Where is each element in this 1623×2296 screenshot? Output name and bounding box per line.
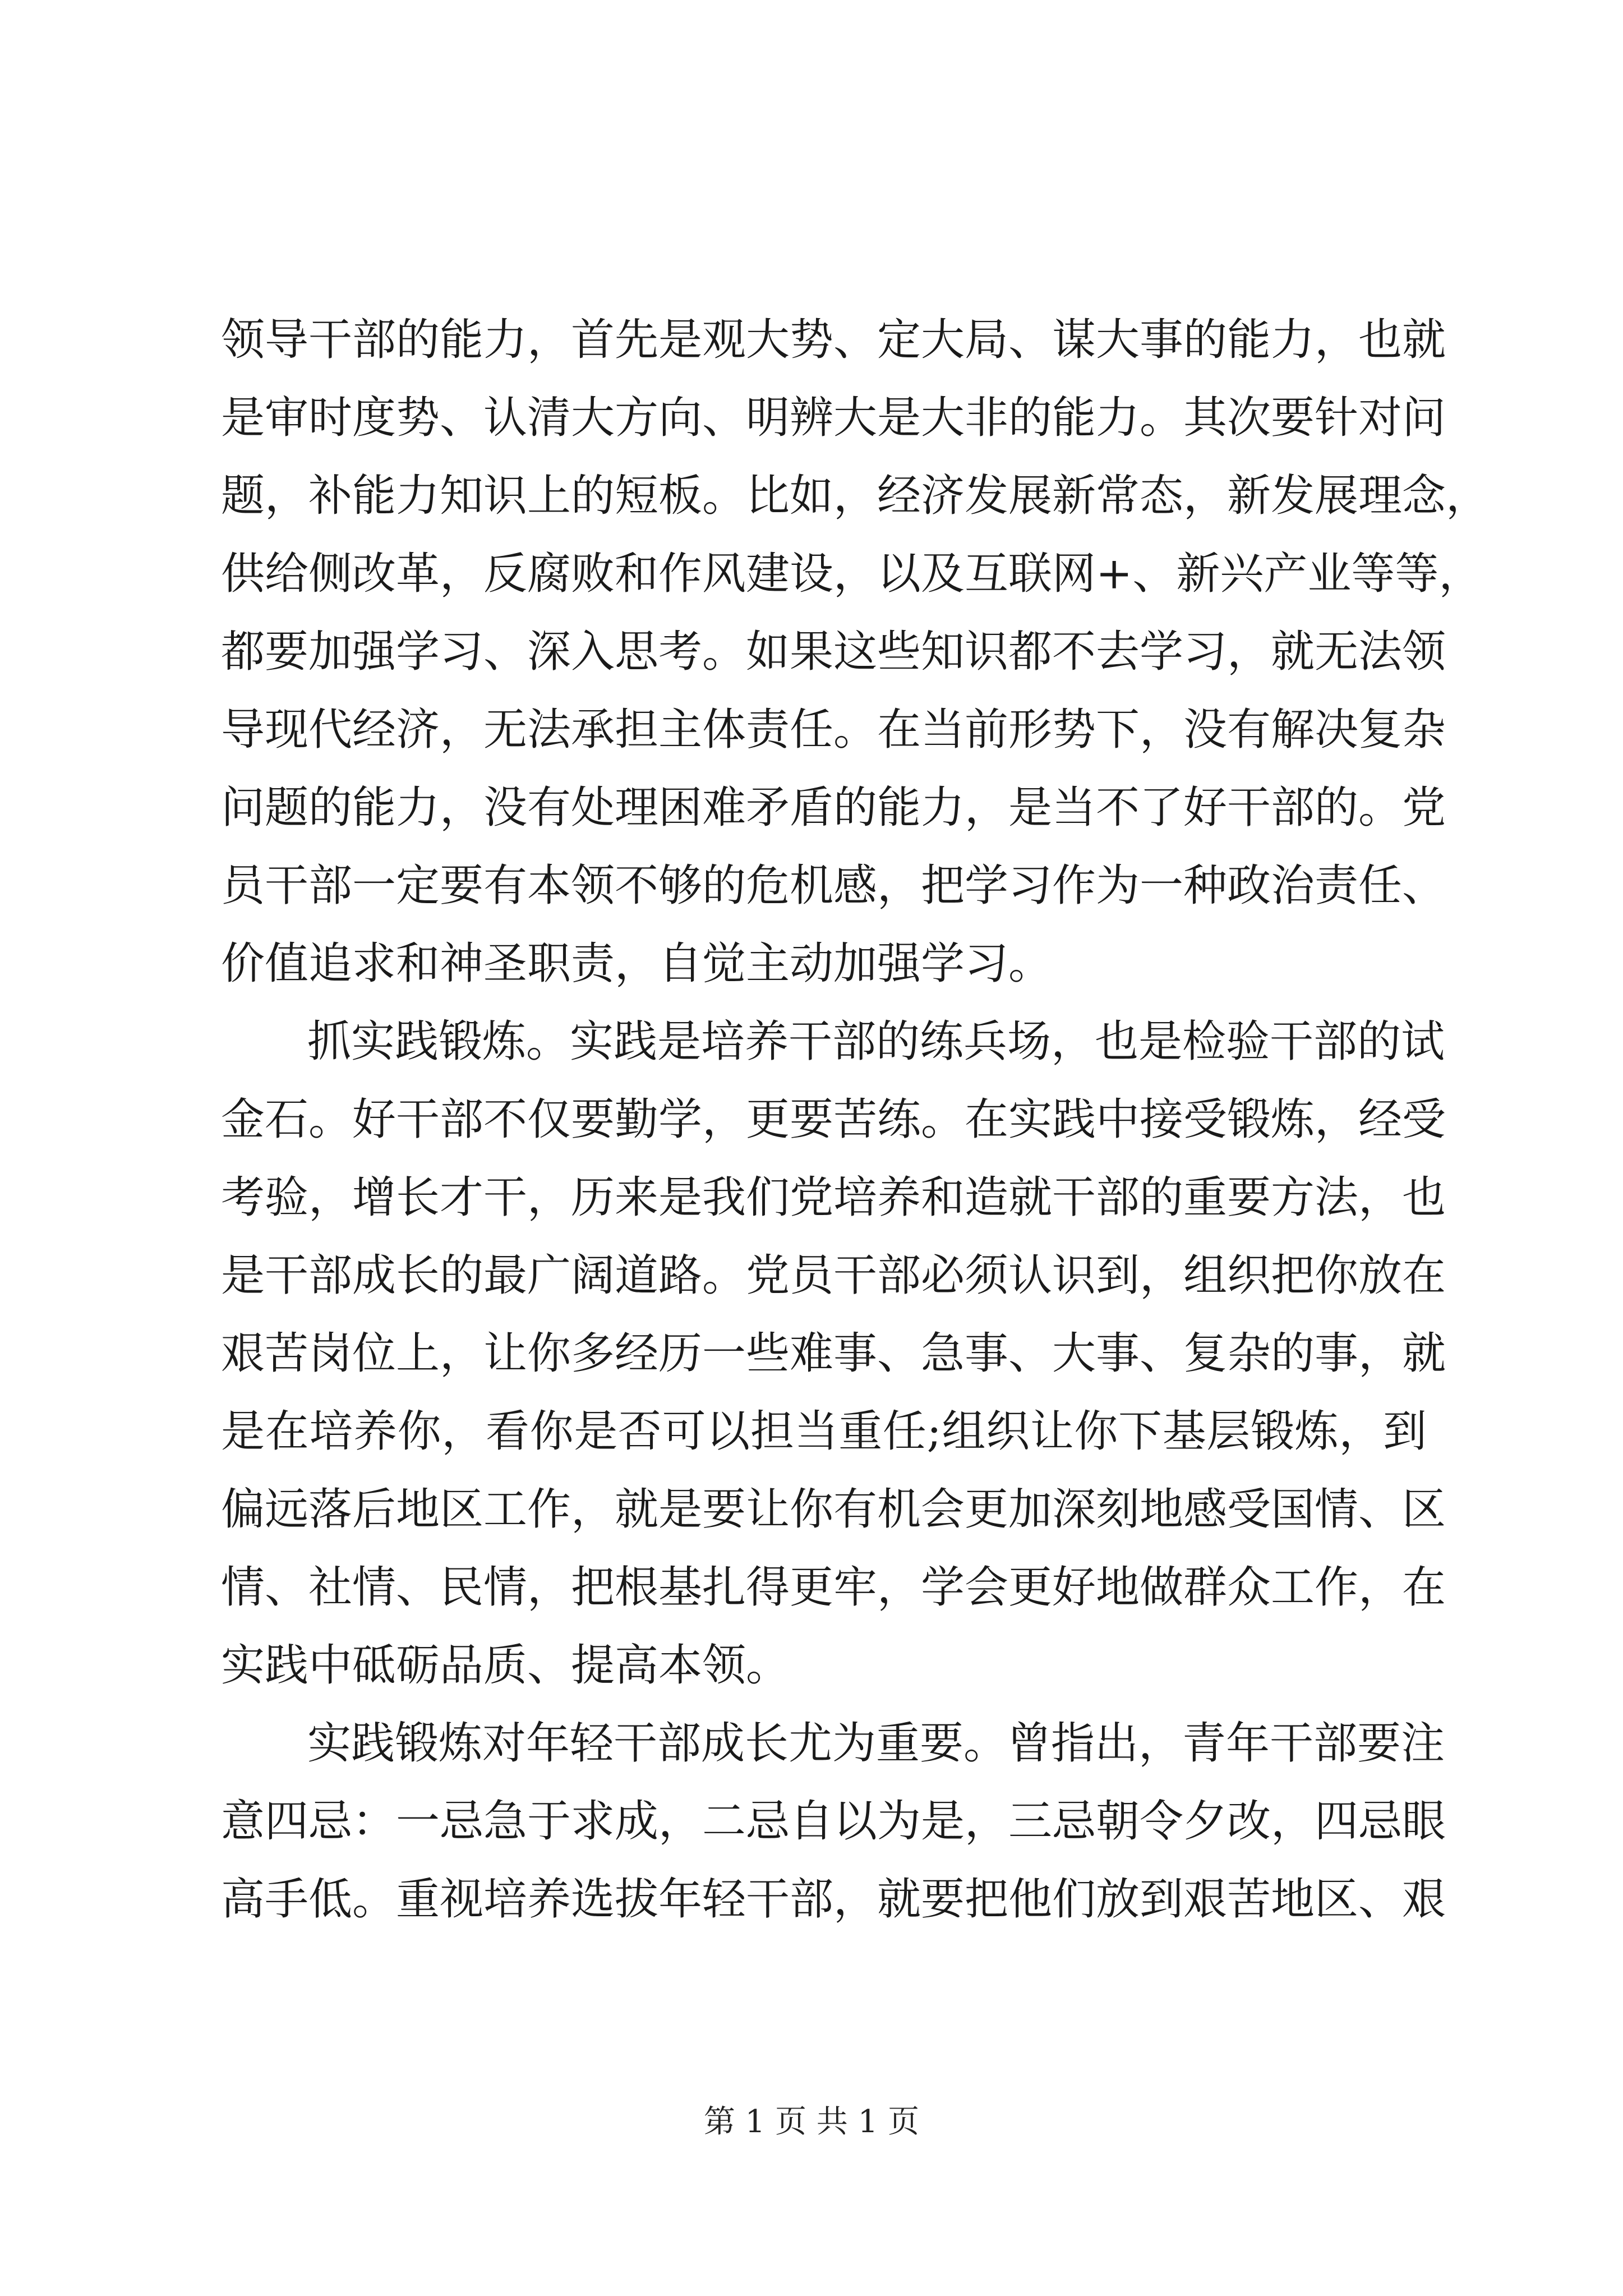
paragraph-2-line-6: 是在培养你，看你是否可以担当重任;组织让你下基层锻炼，到 [221,1406,1427,1457]
paragraph-2-line-2: 金石。好干部不仅要勤学，更要苦练。在实践中接受锻炼，经受 [221,1094,1446,1145]
paragraph-1-line-5: 都要加强学习、深入思考。如果这些知识都不去学习，就无法领 [221,627,1446,677]
paragraph-1-line-9: 价值追求和神圣职责，自觉主动加强学习。 [221,938,1053,989]
paragraph-2-line-9: 实践中砥砺品质、提高本领。 [221,1640,790,1691]
paragraph-3-line-3: 高手低。重视培养选拔年轻干部，就要把他们放到艰苦地区、艰 [221,1874,1446,1925]
paragraph-2-line-5: 艰苦岗位上，让你多经历一些难事、急事、大事、复杂的事，就 [221,1328,1446,1379]
paragraph-2-line-7: 偏远落后地区工作，就是要让你有机会更加深刻地感受国情、区 [221,1484,1446,1535]
paragraph-1-line-7: 问题的能力，没有处理困难矛盾的能力，是当不了好干部的。党 [221,783,1446,833]
paragraph-1-line-8: 员干部一定要有本领不够的危机感，把学习作为一种政治责任、 [221,861,1446,911]
paragraph-1-line-3: 题，补能力知识上的短板。比如，经济发展新常态，新发展理念， [221,471,1490,521]
paragraph-2-line-1: 抓实践锻炼。实践是培养干部的练兵场，也是检验干部的试 [307,1016,1445,1067]
paragraph-2-line-3: 考验，增长才干，历来是我们党培养和造就干部的重要方法，也 [221,1172,1446,1223]
paragraph-1-line-4: 供给侧改革，反腐败和作风建设，以及互联网+、新兴产业等等， [221,549,1483,599]
page-footer: 第 1 页 共 1 页 [703,2104,920,2140]
paragraph-1-line-1: 领导干部的能力，首先是观大势、定大局、谋大事的能力，也就 [221,315,1446,365]
paragraph-1-line-6: 导现代经济，无法承担主体责任。在当前形势下，没有解决复杂 [221,705,1446,755]
paragraph-3-line-2: 意四忌：一忌急于求成，二忌自以为是，三忌朝令夕改，四忌眼 [221,1796,1446,1847]
paragraph-3-line-1: 实践锻炼对年轻干部成长尤为重要。曾指出，青年干部要注 [307,1718,1445,1769]
paragraph-2-line-8: 情、社情、民情，把根基扎得更牢，学会更好地做群众工作，在 [221,1562,1446,1613]
paragraph-2-line-4: 是干部成长的最广阔道路。党员干部必须认识到，组织把你放在 [221,1250,1446,1301]
paragraph-1-line-2: 是审时度势、认清大方向、明辨大是大非的能力。其次要针对问 [221,393,1446,443]
